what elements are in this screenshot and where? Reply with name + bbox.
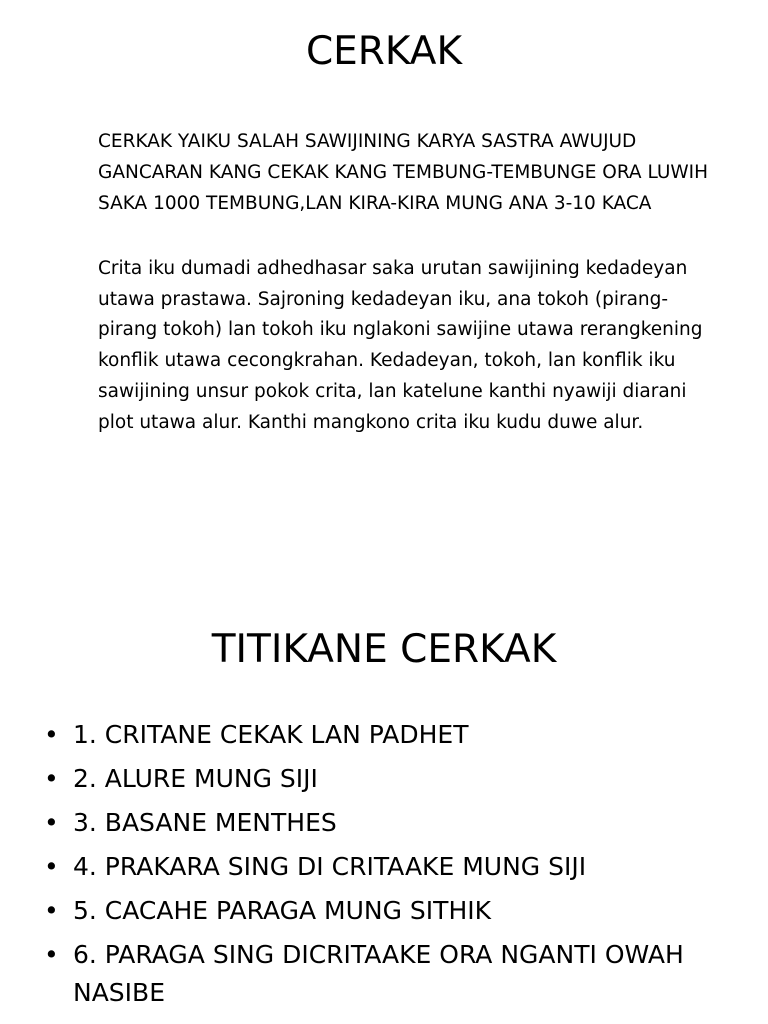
bullet-icon: • — [44, 940, 59, 969]
slide-title: TITIKANE CERKAK — [211, 627, 557, 672]
list-item — [44, 716, 724, 754]
list-item — [44, 760, 724, 798]
list-item-text: 2. ALURE MUNG SIJI — [73, 764, 318, 793]
slide-title: CERKAK — [305, 29, 463, 74]
list-item — [44, 936, 724, 1012]
list-item-text: 1. CRITANE CEKAK LAN PADHET — [73, 720, 469, 749]
list-item-text: 4. PRAKARA SING DI CRITAAKE MUNG SIJI — [73, 852, 587, 881]
definition-paragraph: CERKAK YAIKU SALAH SAWIJINING KARYA SASTRA AWUJUD GANCARAN KANG CEKAK KANG TEMBUNG-TEMBUNGE ORA LUWIH SAKA 1000 TEMBUNG,LAN KIRA-KIRA MUNG ANA 3-10 KACA — [98, 131, 709, 214]
list-item-text: 3. BASANE MENTHES — [73, 808, 337, 837]
list-item-text: 6. PARAGA SING DICRITAAKE ORA NGANTI OWAH NASIBE — [73, 940, 684, 1007]
list-item — [44, 848, 724, 886]
list-item — [44, 804, 724, 842]
list-item-text: 5. CACAHE PARAGA MUNG SITHIK — [73, 896, 492, 925]
bullet-icon: • — [44, 808, 59, 837]
slide-titikane-cerkak — [0, 512, 768, 1024]
bullet-icon: • — [44, 720, 59, 749]
bullet-icon: • — [44, 852, 59, 881]
characteristics-list — [44, 716, 724, 1018]
bullet-icon: • — [44, 896, 59, 925]
bullet-icon: • — [44, 764, 59, 793]
list-item — [44, 892, 724, 930]
story-paragraph: Crita iku dumadi adhedhasar saka urutan sawijining kedadeyan utawa prastawa. Sajroning kedadeyan iku, ana tokoh (pirang-pirang tokoh) lan tokoh iku nglakoni sawijine utawa rerangkening konflik utawa cecongkrahan. Kedadeyan, tokoh, lan konflik iku sawijining unsur pokok crita, lan katelune kanthi nyawiji diarani plot utawa alur. Kanthi mangkono crita iku kudu duwe alur. — [98, 258, 703, 433]
